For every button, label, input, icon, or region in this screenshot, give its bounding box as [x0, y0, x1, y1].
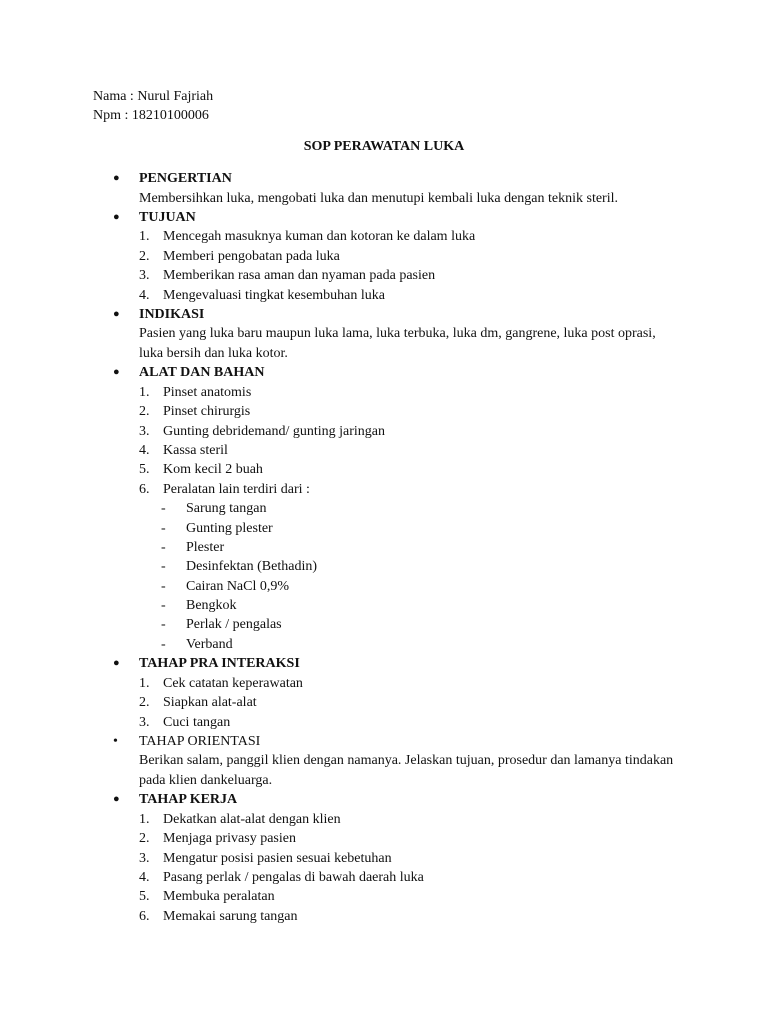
- section-label: TUJUAN: [139, 209, 196, 225]
- dash-marker: -: [161, 617, 166, 633]
- bullet-icon: •: [113, 733, 118, 749]
- student-name: Nama : Nurul Fajriah: [93, 89, 214, 104]
- section-kerja: [0, 790, 768, 926]
- list-item: [0, 402, 768, 421]
- list-text: Mengatur posisi pasien sesuai kebetuhan: [163, 850, 392, 866]
- section-paragraph: Pasien yang luka baru maupun luka lama, luka terbuka, luka dm, gangrene, luka post oprasi, luka bersih dan luka kotor.: [139, 326, 656, 361]
- dash-item: [0, 596, 768, 615]
- numbered-list: [0, 810, 768, 926]
- numbered-list: [0, 674, 768, 732]
- list-item: [0, 674, 768, 693]
- list-item: [0, 247, 768, 266]
- list-item: [0, 227, 768, 246]
- bullet-icon: ●: [113, 793, 120, 806]
- list-item: [0, 480, 768, 499]
- section-label: TAHAP KERJA: [139, 792, 238, 808]
- section-alat-dan-bahan: [0, 363, 768, 654]
- section-label: INDIKASI: [139, 306, 205, 322]
- dash-marker: -: [161, 578, 166, 594]
- list-text: Gunting debridemand/ gunting jaringan: [163, 423, 386, 439]
- list-number: 4.: [139, 442, 150, 458]
- list-text: Kassa steril: [163, 442, 228, 458]
- list-item: [0, 868, 768, 887]
- dash-marker: -: [161, 520, 166, 536]
- dash-item: [0, 557, 768, 576]
- dash-item: [0, 519, 768, 538]
- bullet-icon: ●: [113, 366, 120, 379]
- dash-item: [0, 538, 768, 557]
- section-label: TAHAP ORIENTASI: [139, 733, 261, 749]
- list-number: 2.: [139, 695, 150, 711]
- dash-marker: -: [161, 636, 166, 652]
- list-number: 3.: [139, 850, 150, 866]
- list-text: Pinset anatomis: [163, 384, 252, 400]
- bullet-icon: ●: [113, 210, 120, 223]
- section-pengertian: [0, 169, 768, 208]
- list-text: Dekatkan alat-alat dengan klien: [163, 811, 341, 827]
- section-pra-interaksi: [0, 654, 768, 732]
- list-text: Siapkan alat-alat: [163, 695, 257, 711]
- section-indikasi: [0, 305, 768, 363]
- list-text: Cek catatan keperawatan: [163, 675, 303, 691]
- list-number: 5.: [139, 889, 150, 905]
- list-number: 1.: [139, 384, 150, 400]
- list-text: Pinset chirurgis: [163, 404, 251, 420]
- list-item: [0, 810, 768, 829]
- dash-item: [0, 577, 768, 596]
- list-text: Menjaga privasy pasien: [163, 831, 296, 847]
- list-number: 1.: [139, 811, 150, 827]
- list-item: [0, 460, 768, 479]
- list-text: Memberi pengobatan pada luka: [163, 248, 340, 264]
- list-item: [0, 441, 768, 460]
- list-item: [0, 887, 768, 906]
- list-text: Memakai sarung tangan: [163, 908, 298, 924]
- list-number: 1.: [139, 675, 150, 691]
- dash-marker: -: [161, 598, 166, 614]
- section-paragraph: Membersihkan luka, mengobati luka dan menutupi kembali luka dengan teknik steril.: [139, 190, 618, 206]
- list-item: [0, 266, 768, 285]
- bullet-icon: ●: [113, 657, 120, 670]
- dash-text: Gunting plester: [186, 520, 273, 536]
- list-number: 4.: [139, 869, 150, 885]
- dash-text: Plester: [186, 539, 225, 555]
- list-text: Mengevaluasi tingkat kesembuhan luka: [163, 287, 385, 303]
- list-number: 3.: [139, 423, 150, 439]
- list-text: Cuci tangan: [163, 714, 231, 730]
- dash-marker: -: [161, 559, 166, 575]
- numbered-list: [0, 383, 768, 499]
- section-orientasi: [0, 732, 768, 790]
- section-tujuan: [0, 208, 768, 305]
- list-number: 2.: [139, 248, 150, 264]
- document-title: SOP PERAWATAN LUKA: [303, 139, 465, 154]
- dash-item: [0, 615, 768, 634]
- list-item: [0, 286, 768, 305]
- list-number: 2.: [139, 831, 150, 847]
- section-label: TAHAP PRA INTERAKSI: [139, 656, 300, 672]
- dash-text: Perlak / pengalas: [186, 617, 282, 633]
- list-item: [0, 907, 768, 926]
- list-number: 6.: [139, 908, 150, 924]
- section-label: PENGERTIAN: [139, 171, 232, 186]
- dash-marker: -: [161, 539, 166, 555]
- section-heading: [0, 363, 768, 383]
- dash-list: [0, 499, 768, 654]
- section-heading: [0, 654, 768, 674]
- list-item: [0, 693, 768, 712]
- list-text: Kom kecil 2 buah: [163, 462, 263, 478]
- list-item: [0, 383, 768, 402]
- section-heading: [0, 305, 768, 325]
- list-item: [0, 849, 768, 868]
- list-item: [0, 422, 768, 441]
- student-header: [93, 87, 213, 126]
- section-heading: [0, 790, 768, 810]
- dash-text: Sarung tangan: [186, 501, 267, 517]
- section-heading: [0, 208, 768, 228]
- list-number: 1.: [139, 229, 150, 245]
- sop-sections: [0, 169, 768, 926]
- list-item: [0, 713, 768, 732]
- list-text: Memberikan rasa aman dan nyaman pada pasien: [163, 268, 436, 284]
- dash-text: Cairan NaCl 0,9%: [186, 578, 290, 594]
- bullet-icon: ●: [113, 172, 120, 184]
- dash-text: Desinfektan (Bethadin): [186, 559, 318, 575]
- list-number: 3.: [139, 714, 150, 730]
- section-heading: [0, 732, 768, 752]
- student-npm: Npm : 18210100006: [93, 108, 209, 124]
- dash-marker: -: [161, 501, 166, 517]
- section-label: ALAT DAN BAHAN: [139, 365, 265, 381]
- list-text: Membuka peralatan: [163, 889, 275, 905]
- list-text: Mencegah masuknya kuman dan kotoran ke dalam luka: [163, 229, 476, 245]
- dash-text: Bengkok: [186, 598, 237, 614]
- list-number: 4.: [139, 287, 150, 303]
- numbered-list: [0, 227, 768, 305]
- section-heading: [0, 169, 768, 189]
- list-number: 6.: [139, 481, 150, 497]
- list-text: Peralatan lain terdiri dari :: [163, 481, 310, 497]
- list-number: 3.: [139, 268, 150, 284]
- list-number: 2.: [139, 404, 150, 420]
- dash-text: Verband: [186, 636, 233, 652]
- list-text: Pasang perlak / pengalas di bawah daerah luka: [163, 869, 424, 885]
- dash-item: [0, 635, 768, 654]
- bullet-icon: ●: [113, 307, 120, 320]
- list-number: 5.: [139, 462, 150, 478]
- list-item: [0, 829, 768, 848]
- dash-item: [0, 499, 768, 518]
- section-paragraph: Berikan salam, panggil klien dengan namanya. Jelaskan tujuan, prosedur dan lamanya tindakan pada klien dankeluarga.: [139, 753, 674, 788]
